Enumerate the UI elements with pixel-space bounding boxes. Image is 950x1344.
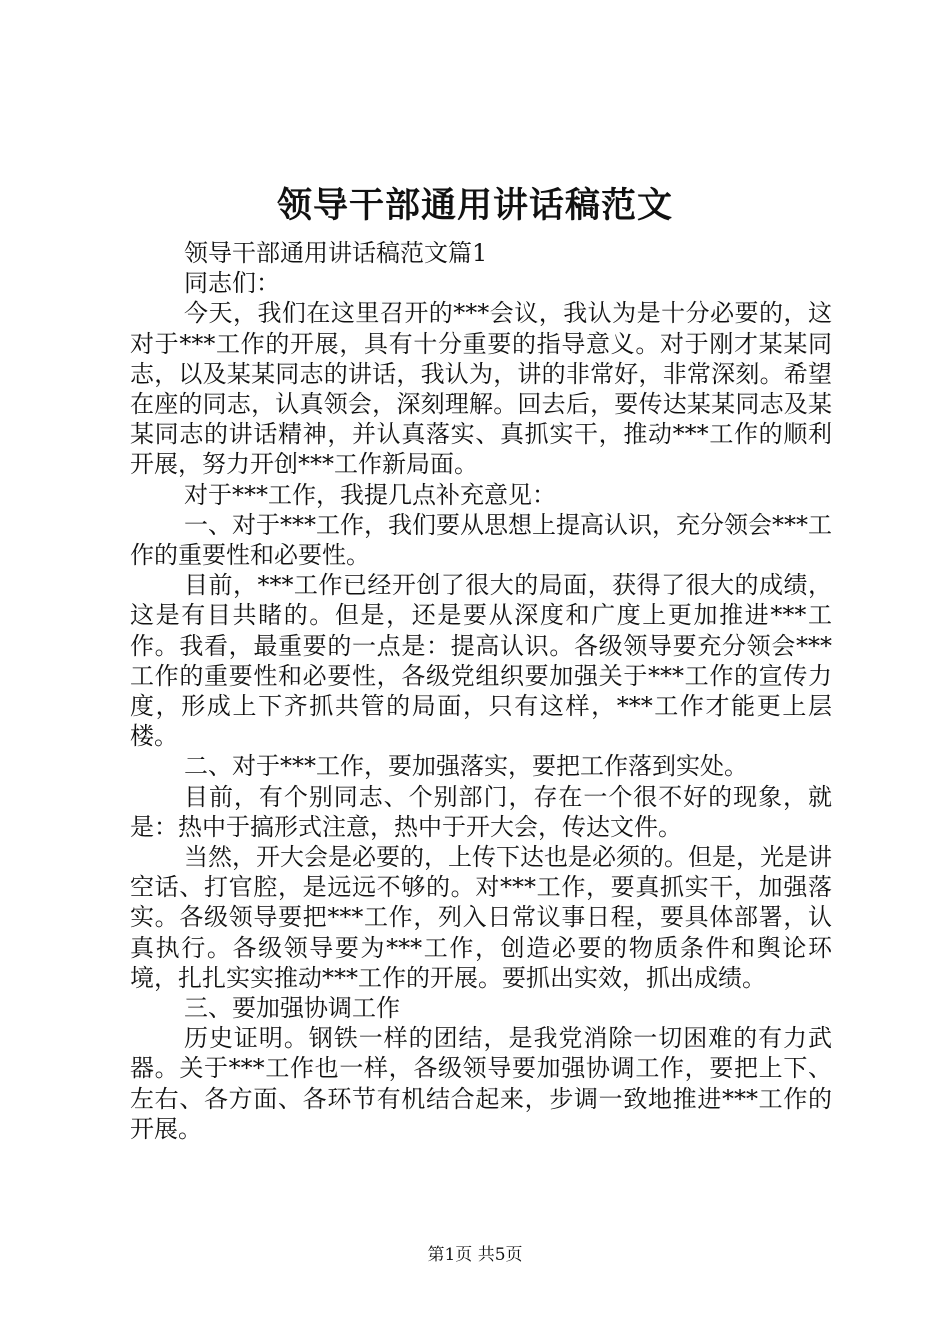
document-body (130, 238, 832, 1144)
page-number-footer: 第1页 共5页 (427, 1245, 523, 1265)
body-paragraph: 对于***工作，我提几点补充意见： (184, 480, 556, 509)
section-heading-3: 三、要加强协调工作 (184, 994, 400, 1023)
body-paragraph: 今天，我们在这里召开的***会议，我认为是十分必要的，这对于***工作的开展，具有十分重要的指导意义。对于刚才某某同志，以及某某同志的讲话，我认为，讲的非常好，非常深刻。希望在座的同志，认真领会，深刻理解。回去后，要传达某某同志及某某同志的讲话精神，并认真落实、真抓实干，推动***工作的顺利开展，努力开创***工作新局面。 (130, 299, 832, 479)
document-title: 领导干部通用讲话稿范文 (276, 185, 673, 226)
body-paragraph: 当然，开大会是必要的，上传下达也是必须的。但是，光是讲空话、打官腔，是远远不够的。对***工作，要真抓实干，加强落实。各级领导要把***工作，列入日常议事日程，要具体部署，认真执行。各级领导要为***工作，创造必要的物质条件和舆论环境，扎扎实实推动***工作的开展。要抓出实效，抓出成绩。 (130, 843, 832, 992)
body-paragraph: 目前，***工作已经开创了很大的局面，获得了很大的成绩，这是有目共睹的。但是，还是要从深度和广度上更加推进***工作。我看，最重要的一点是：提高认识。各级领导要充分领会***工作的重要性和必要性，各级党组织要加强关于***工作的宣传力度，形成上下齐抓共管的局面，只有这样，***工作才能更上层楼。 (130, 571, 832, 751)
body-paragraph: 目前，有个别同志、个别部门，存在一个很不好的现象，就是：热中于搞形式注意，热中于开大会，传达文件。 (130, 782, 832, 841)
salutation-paragraph: 同志们： (184, 269, 280, 298)
section-heading-2: 二、对于***工作，要加强落实，要把工作落到实处。 (184, 752, 748, 781)
body-paragraph: 历史证明。钢铁一样的团结，是我党消除一切困难的有力武器。关于***工作也一样，各级领导要加强协调工作，要把上下、左右、各方面、各环节有机结合起来，步调一致地推进***工作的开展。 (130, 1024, 832, 1143)
subtitle-paragraph: 领导干部通用讲话稿范文篇1 (184, 239, 488, 267)
section-heading-1: 一、对于***工作，我们要从思想上提高认识，充分领会***工作的重要性和必要性。 (130, 510, 832, 570)
